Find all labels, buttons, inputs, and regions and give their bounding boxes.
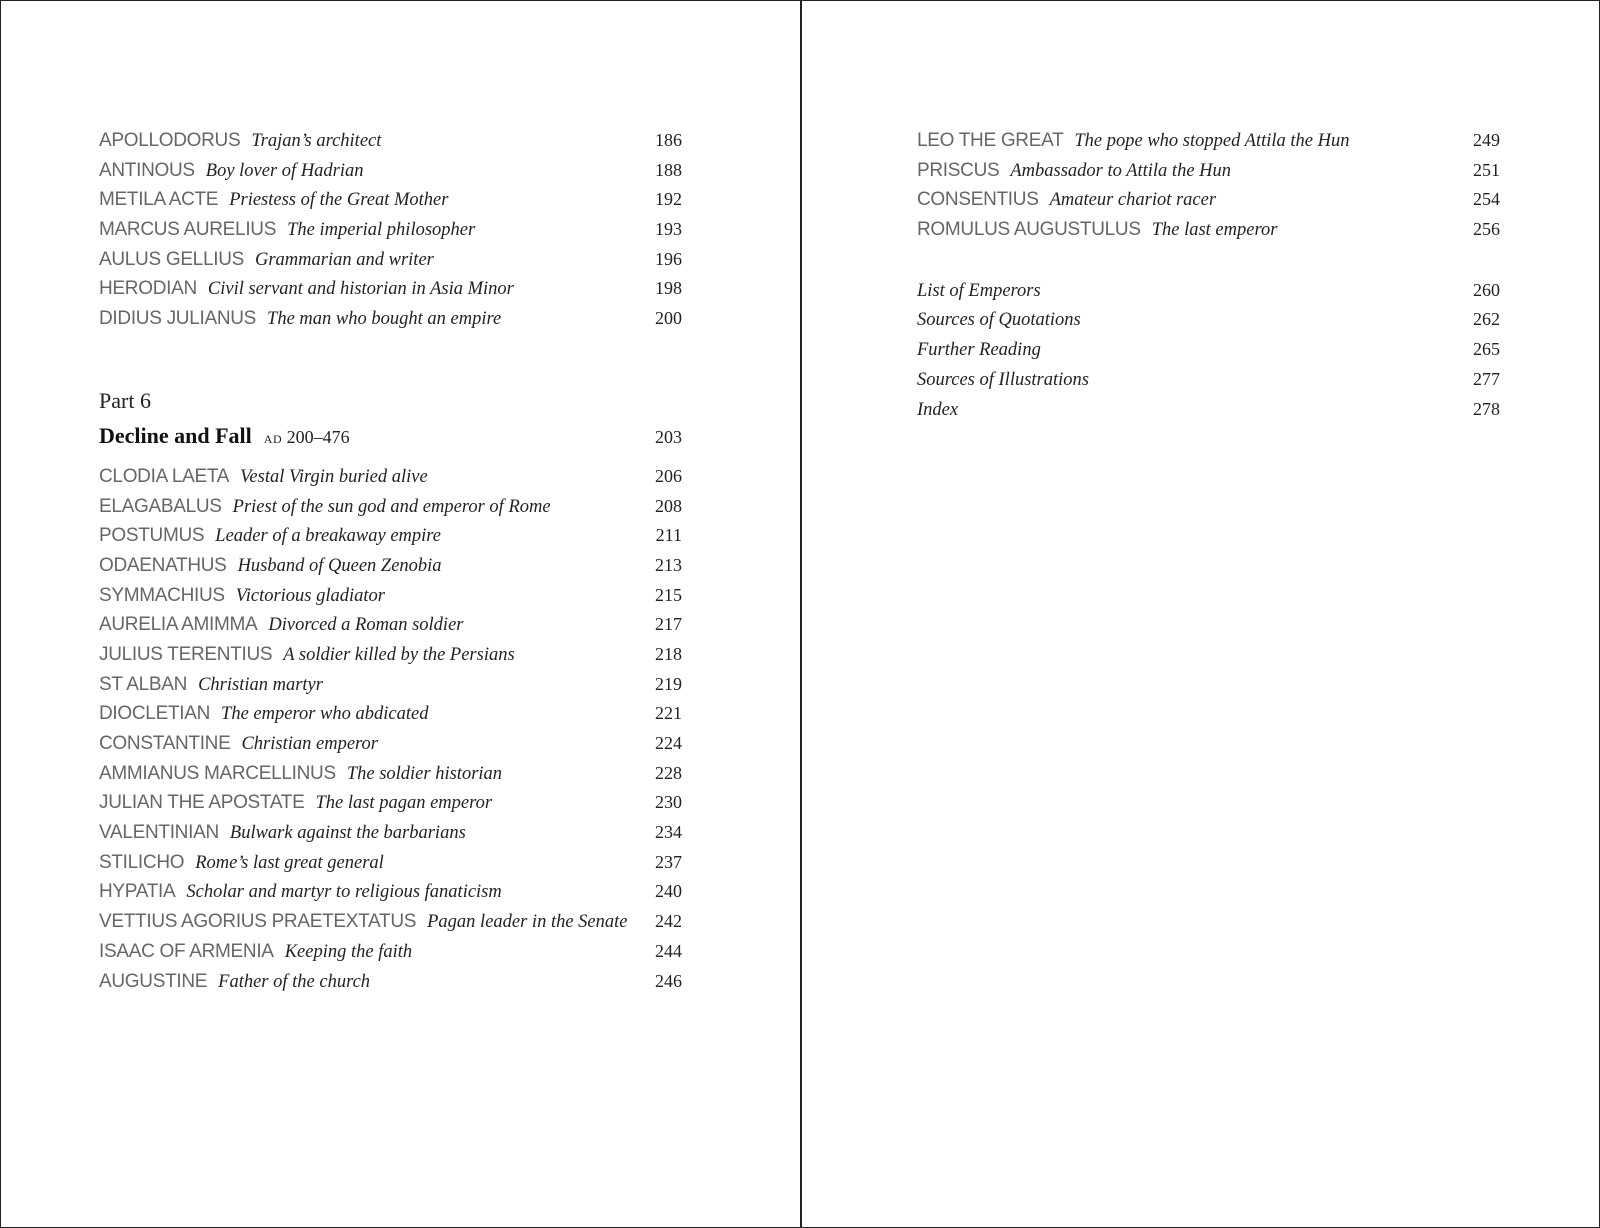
entry-description: Civil servant and historian in Asia Minor xyxy=(207,279,514,300)
contents-entry xyxy=(99,699,682,729)
entry-name: VETTIUS AGORIUS PRAETEXTATUS xyxy=(99,911,417,933)
entry-page-number: 265 xyxy=(1473,339,1500,360)
entry-name: AURELIA AMIMMA xyxy=(99,614,258,636)
entry-page-number: 213 xyxy=(655,554,682,575)
contents-entry xyxy=(99,215,682,245)
contents-entry xyxy=(99,245,682,275)
entry-page-number: 246 xyxy=(655,970,682,991)
contents-entry xyxy=(99,640,682,670)
entry-name: POSTUMUS xyxy=(99,525,205,547)
contents-entry xyxy=(99,670,682,700)
contents-entry xyxy=(99,788,682,818)
entry-page-number: 188 xyxy=(655,159,682,180)
entry-description: Keeping the faith xyxy=(284,941,413,962)
part-years: 200–476 xyxy=(286,426,350,447)
contents-entry xyxy=(99,492,682,522)
entry-page-number: 221 xyxy=(655,703,682,724)
entry-page-number: 230 xyxy=(655,792,682,813)
entry-page-number: 228 xyxy=(655,762,682,783)
contents-list-continued xyxy=(917,126,1500,245)
entry-name: AULUS GELLIUS xyxy=(99,248,244,270)
entry-page-number: 186 xyxy=(655,130,682,150)
contents-entry xyxy=(99,521,682,551)
entry-name: JULIUS TERENTIUS xyxy=(99,643,273,665)
contents-entry xyxy=(99,729,682,759)
part-label: Part 6 xyxy=(99,387,151,413)
entry-page-number: 224 xyxy=(655,733,682,753)
entry-page-number: 234 xyxy=(655,822,682,843)
entry-page-number: 198 xyxy=(655,278,682,299)
contents-entry xyxy=(99,581,682,611)
entry-description: Christian emperor xyxy=(241,734,378,754)
contents-entry xyxy=(99,304,682,334)
contents-entry xyxy=(99,759,682,789)
entry-description: Priest of the sun god and emperor of Rome xyxy=(232,496,551,517)
entry-page-number: 251 xyxy=(1473,159,1500,180)
entry-name: JULIAN THE APOSTATE xyxy=(99,792,305,814)
contents-entry xyxy=(917,156,1500,186)
entry-page-number: 211 xyxy=(655,525,682,546)
appendix-entry xyxy=(917,305,1500,335)
part-title: Decline and Fall xyxy=(99,422,252,448)
entry-page-number: 244 xyxy=(655,940,682,961)
entry-name: CONSTANTINE xyxy=(99,733,231,754)
appendix-title: List of Emperors xyxy=(917,280,1041,301)
entry-name: ANTINOUS xyxy=(99,159,195,181)
contents-entry xyxy=(917,215,1500,245)
entry-description: Scholar and martyr to religious fanaticism xyxy=(186,882,502,903)
contents-entry xyxy=(99,610,682,640)
entry-name: VALENTINIAN xyxy=(99,822,219,844)
entry-name: AMMIANUS MARCELLINUS xyxy=(99,762,336,784)
entry-name: ISAAC OF ARMENIA xyxy=(99,940,274,962)
entry-page-number: 278 xyxy=(1473,398,1500,419)
contents-entry xyxy=(99,967,682,997)
entry-name: ELAGABALUS xyxy=(99,495,222,517)
appendix-list xyxy=(917,276,1500,424)
entry-page-number: 262 xyxy=(1473,309,1500,330)
entry-description: The pope who stopped Attila the Hun xyxy=(1074,131,1350,151)
part-heading xyxy=(99,418,682,454)
entry-name: SYMMACHIUS xyxy=(99,584,225,606)
entry-name: HYPATIA xyxy=(99,881,176,903)
entry-page-number: 218 xyxy=(655,643,682,664)
entry-description: Vestal Virgin buried alive xyxy=(240,466,428,487)
entry-page-number: 200 xyxy=(655,308,682,329)
left-contents xyxy=(99,126,682,996)
contents-entry xyxy=(99,274,682,304)
contents-entry xyxy=(917,126,1500,156)
entry-description: The last pagan emperor xyxy=(315,793,493,814)
appendix-entry xyxy=(917,335,1500,365)
contents-list-part-5 xyxy=(99,126,682,334)
entry-page-number: 277 xyxy=(1473,368,1500,389)
appendix-entry xyxy=(917,365,1500,395)
entry-page-number: 260 xyxy=(1473,279,1500,300)
entry-description: Christian martyr xyxy=(198,674,323,695)
contents-entry xyxy=(99,156,682,186)
entry-name: AUGUSTINE xyxy=(99,970,208,992)
part-dates xyxy=(264,419,350,456)
entry-name: STILICHO xyxy=(99,851,185,873)
entry-page-number: 254 xyxy=(1473,189,1500,210)
appendix-entry xyxy=(917,276,1500,306)
entry-description: Priestess of the Great Mother xyxy=(229,190,449,211)
entry-name: MARCUS AURELIUS xyxy=(99,219,277,241)
entry-name: CONSENTIUS xyxy=(917,189,1039,211)
contents-entry xyxy=(99,937,682,967)
contents-entry xyxy=(99,126,682,156)
entry-description: Ambassador to Attila the Hun xyxy=(1010,160,1232,181)
contents-list-part-6 xyxy=(99,462,682,996)
entry-description: Amateur chariot racer xyxy=(1049,190,1217,211)
part-6-header xyxy=(99,384,682,454)
contents-entry xyxy=(99,877,682,907)
entry-page-number: 237 xyxy=(655,851,682,872)
entry-description: The imperial philosopher xyxy=(287,220,476,241)
entry-page-number: 256 xyxy=(1473,219,1500,240)
appendix-title: Sources of Illustrations xyxy=(917,369,1089,390)
entry-description: Divorced a Roman soldier xyxy=(268,615,464,636)
entry-description: Pagan leader in the Senate xyxy=(427,912,628,933)
entry-description: Grammarian and writer xyxy=(255,249,434,270)
appendix-title: Further Reading xyxy=(917,340,1041,361)
entry-page-number: 206 xyxy=(655,465,682,486)
entry-page-number: 215 xyxy=(655,584,682,605)
entry-page-number: 192 xyxy=(655,189,682,210)
entry-page-number: 196 xyxy=(655,248,682,269)
entry-name: ROMULUS AUGUSTULUS xyxy=(917,219,1141,241)
entry-name: ODAENATHUS xyxy=(99,554,227,576)
contents-entry xyxy=(99,185,682,215)
entry-description: Leader of a breakaway empire xyxy=(215,526,442,547)
contents-entry xyxy=(99,462,682,492)
entry-page-number: 208 xyxy=(655,495,682,516)
right-contents xyxy=(917,126,1500,424)
appendix-title: Sources of Quotations xyxy=(917,310,1081,331)
appendix-title: Index xyxy=(917,399,959,420)
part-page-number: 203 xyxy=(655,426,682,447)
entry-name: ST ALBAN xyxy=(99,673,188,695)
entry-name: HERODIAN xyxy=(99,278,197,300)
entry-description: Trajan’s architect xyxy=(251,131,382,151)
entry-description: Rome’s last great general xyxy=(195,852,384,873)
contents-entry xyxy=(99,848,682,878)
entry-page-number: 242 xyxy=(655,911,682,932)
entry-name: DIOCLETIAN xyxy=(99,703,211,725)
entry-name: CLODIA LAETA xyxy=(99,465,230,487)
contents-entry xyxy=(99,907,682,937)
contents-entry xyxy=(99,551,682,581)
entry-page-number: 240 xyxy=(655,881,682,902)
entry-page-number: 219 xyxy=(655,673,682,694)
entry-page-number: 193 xyxy=(655,219,682,240)
entry-page-number: 249 xyxy=(1473,130,1500,150)
entry-name: APOLLODORUS xyxy=(99,130,241,151)
section-gap xyxy=(917,245,1500,276)
entry-description: Bulwark against the barbarians xyxy=(229,823,466,844)
entry-name: DIDIUS JULIANUS xyxy=(99,308,257,330)
entry-description: The last emperor xyxy=(1151,220,1278,241)
contents-entry xyxy=(917,185,1500,215)
contents-entry xyxy=(99,818,682,848)
entry-name: LEO THE GREAT xyxy=(917,130,1064,151)
entry-description: Father of the church xyxy=(218,971,371,992)
entry-description: A soldier killed by the Persians xyxy=(283,644,515,665)
entry-page-number: 217 xyxy=(655,614,682,635)
entry-name: PRISCUS xyxy=(917,159,1000,181)
part-era: ad xyxy=(263,427,283,447)
entry-description: The soldier historian xyxy=(346,763,503,784)
entry-description: Husband of Queen Zenobia xyxy=(237,555,442,576)
entry-description: Boy lover of Hadrian xyxy=(205,160,364,181)
entry-description: The man who bought an empire xyxy=(267,309,502,330)
entry-description: Victorious gladiator xyxy=(235,585,385,606)
entry-description: The emperor who abdicated xyxy=(221,704,429,725)
appendix-entry xyxy=(917,395,1500,425)
entry-name: METILA ACTE xyxy=(99,189,219,211)
